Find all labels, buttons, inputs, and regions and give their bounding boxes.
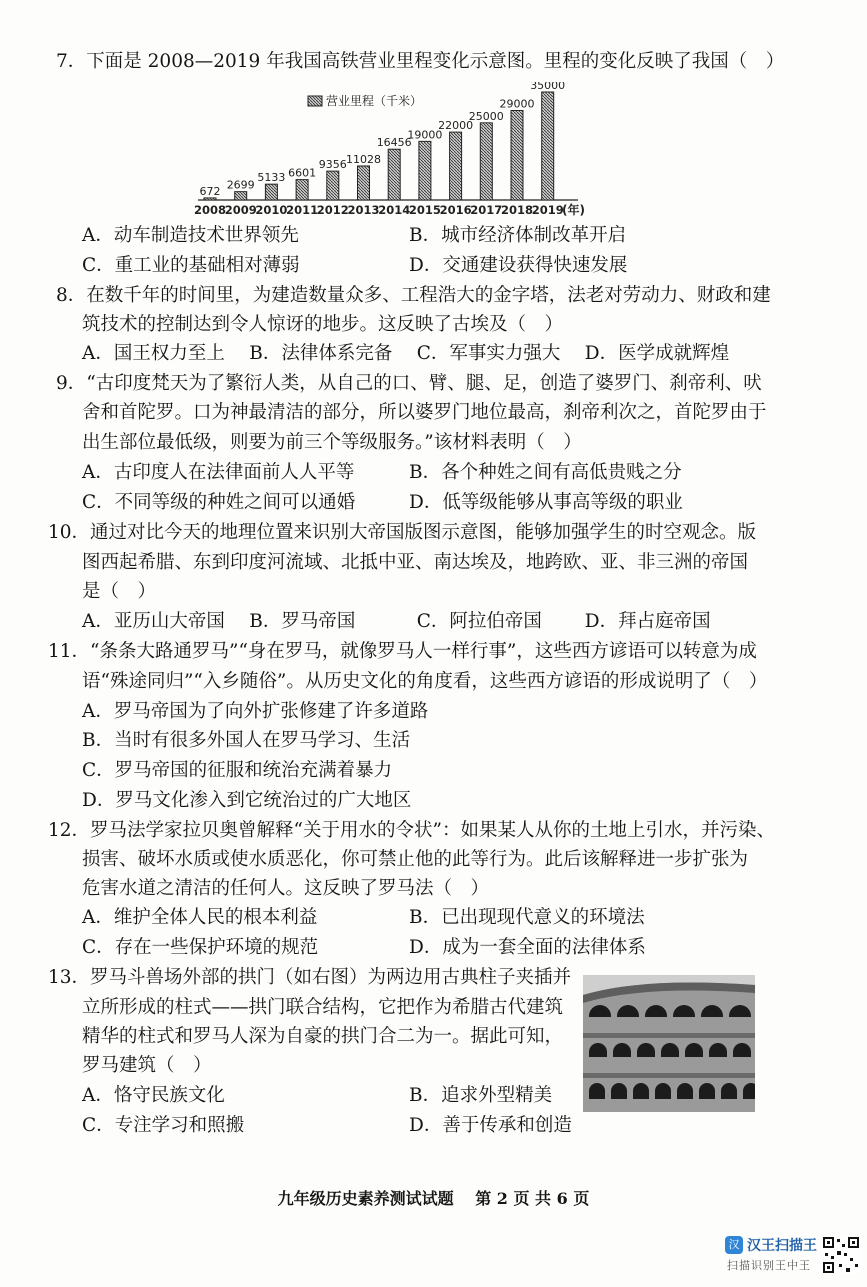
- q9-option-c: C．不同等级的种姓之间可以通婚: [82, 492, 356, 513]
- q13-line-1: 13．罗马斗兽场外部的拱门（如右图）为两边用古典柱子夹插并: [48, 967, 572, 988]
- bar-2014: [388, 149, 400, 200]
- q7-option-a: A．动车制造技术世界领先: [82, 225, 299, 246]
- q10-line-1: 10．通过对比今天的地理位置来识别大帝国版图示意图，能够加强学生的时空观念。版: [48, 522, 757, 543]
- value-label-2014: 16456: [376, 136, 412, 150]
- bar-2012: [327, 171, 339, 200]
- bar-2009: [235, 192, 247, 200]
- q10-line-3: 是（ ）: [82, 581, 157, 602]
- legend-swatch: [308, 96, 322, 106]
- x-tick-2008: 2008: [193, 203, 227, 217]
- value-label-2019: 35000: [530, 82, 566, 92]
- x-tick-2015: 2015: [408, 203, 441, 217]
- x-tick-2013: 2013: [347, 203, 380, 217]
- q13-line-3: 精华的柱式和罗马人深为自豪的拱门合二为一。据此可知，: [82, 1026, 564, 1047]
- q12-option-d: D．成为一套全面的法律体系: [409, 937, 646, 958]
- scanner-logo-icon: 汉: [725, 1236, 743, 1254]
- bar-2011: [296, 180, 308, 200]
- legend-label: 营业里程（千米）: [326, 94, 423, 108]
- value-label-2013: 11028: [346, 152, 381, 166]
- q10-line-2: 图西起希腊、东到印度河流域、北抵中亚、南达埃及，地跨欧、亚、非三洲的帝国: [82, 552, 749, 573]
- bar-2008: [204, 198, 216, 200]
- x-tick-2016: 2016: [439, 203, 472, 217]
- q8-line-1: 8．在数千年的时间里，为建造数量众多、工程浩大的金字塔，法老对劳动力、财政和建: [56, 285, 771, 306]
- bar-2017: [480, 123, 492, 200]
- q11-line-1: 11．“条条大路通罗马”“身在罗马，就像罗马人一样行事”，这些西方谚语可以转意为成: [48, 641, 757, 662]
- x-tick-2017: 2017: [470, 203, 503, 217]
- q12-option-b: B．已出现现代意义的环境法: [409, 907, 645, 928]
- q7-option-b: B．城市经济体制改革开启: [409, 225, 627, 246]
- bar-2016: [450, 132, 462, 200]
- x-tick-2010: 2010: [255, 203, 288, 217]
- q9-line-3: 出生部位最低级，则要为前三个等级服务。”该材料表明（ ）: [82, 432, 582, 453]
- x-tick-2018: 2018: [500, 203, 534, 217]
- q13-option-c: C．专注学习和照搬: [82, 1115, 245, 1136]
- q7-option-c: C．重工业的基础相对薄弱: [82, 255, 300, 276]
- q11-option-c: C．罗马帝国的征服和统治充满着暴力: [82, 760, 393, 781]
- rail-mileage-bar-chart: [190, 82, 610, 222]
- bar-2018: [511, 111, 523, 200]
- x-axis-unit: (年): [562, 203, 585, 217]
- q13-option-b: B．追求外型精美: [409, 1085, 553, 1106]
- q9-option-b: B．各个种姓之间有高低贵贱之分: [409, 462, 682, 483]
- q11-line-2: 语“殊途同归”“入乡随俗”。从历史文化的角度看，这些西方谚语的形成说明了（ ）: [82, 671, 768, 692]
- x-tick-2014: 2014: [378, 203, 411, 217]
- q12-line-3: 危害水道之清洁的任何人。这反映了罗马法（ ）: [82, 878, 490, 899]
- value-label-2009: 2699: [226, 178, 255, 192]
- colosseum-arch: [589, 1083, 605, 1099]
- watermark-slogan: 扫描识别王中王: [727, 1259, 811, 1272]
- q8-options: A．国王权力至上 B．法律体系完备 C．军事实力强大 D．医学成就辉煌: [82, 343, 730, 364]
- colosseum-photo: [583, 975, 755, 1112]
- q13-line-2: 立所形成的柱式——拱门联合结构，它把作为希腊古代建筑: [82, 997, 564, 1018]
- q12-option-a: A．维护全体人民的根本利益: [82, 907, 318, 928]
- chart-legend: [308, 93, 422, 108]
- q8-line-2: 筑技术的控制达到令人惊讶的地步。这反映了古埃及（ ）: [82, 314, 564, 335]
- q13-option-d: D．善于传承和创造: [409, 1115, 572, 1136]
- value-label-2012: 9356: [318, 158, 347, 172]
- bar-2015: [419, 141, 431, 200]
- q12-line-1: 12．罗马法学家拉贝奥曾解释“关于用水的令状”：如果某人从你的土地上引水，并污染、: [48, 820, 775, 841]
- value-label-2011: 6601: [288, 166, 317, 180]
- colosseum-arch: [633, 1083, 649, 1099]
- colosseum-arch: [677, 1083, 693, 1099]
- colosseum-arch: [721, 1083, 737, 1099]
- q9-option-a: A．古印度人在法律面前人人平等: [82, 462, 355, 483]
- q9-line-1: 9．“古印度梵天为了繁衍人类，从自己的口、臂、腿、足，创造了婆罗门、刹帝利、吠: [56, 373, 762, 394]
- q11-option-b: B．当时有很多外国人在罗马学习、生活: [82, 730, 411, 751]
- colosseum-arch: [699, 1083, 715, 1099]
- value-label-2010: 5133: [257, 171, 286, 185]
- q9-option-d: D．低等级能够从事高等级的职业: [409, 492, 683, 513]
- q13-option-a: A．恪守民族文化: [82, 1085, 225, 1106]
- watermark-app-name: 汉王扫描王: [747, 1238, 817, 1254]
- q12-line-2: 损害、破坏水质或使水质恶化，你可禁止他的此等行为。此后该解释进一步扩张为: [82, 849, 749, 870]
- q11-option-a: A．罗马帝国为了向外扩张修建了许多道路: [82, 701, 429, 722]
- q7-stem: 7．下面是 2008—2019 年我国高铁营业里程变化示意图。里程的变化反映了我国（ ）: [56, 51, 785, 72]
- q9-line-2: 舍和首陀罗。口为神最清洁的部分，所以婆罗门地位最高，刹帝利次之，首陀罗由于: [82, 402, 767, 423]
- x-tick-2009: 2009: [224, 203, 257, 217]
- value-label-2017: 25000: [468, 109, 504, 123]
- x-tick-2012: 2012: [316, 203, 349, 217]
- page-footer: 九年级历史素养测试试题 第 2 页 共 6 页: [277, 1189, 590, 1208]
- value-label-2015: 19000: [407, 128, 443, 142]
- colosseum-arch: [655, 1083, 671, 1099]
- x-tick-2011: 2011: [286, 203, 319, 217]
- bar-2010: [265, 184, 277, 200]
- x-tick-2019: 2019: [531, 203, 564, 217]
- bar-2013: [358, 166, 370, 200]
- scanner-watermark: [725, 1232, 819, 1276]
- bar-2019: [542, 92, 554, 200]
- q7-option-d: D．交通建设获得快速发展: [409, 255, 628, 276]
- q10-options: A．亚历山大帝国 B．罗马帝国 C．阿拉伯帝国 D．拜占庭帝国: [82, 611, 711, 632]
- qr-code-icon: [822, 1236, 860, 1274]
- q12-option-c: C．存在一些保护环境的规范: [82, 937, 319, 958]
- colosseum-arch: [611, 1083, 627, 1099]
- value-label-2008: 672: [199, 184, 221, 198]
- value-label-2018: 29000: [499, 97, 535, 111]
- value-label-2016: 22000: [438, 119, 474, 133]
- q11-option-d: D．罗马文化渗入到它统治过的广大地区: [82, 790, 412, 811]
- q13-line-4: 罗马建筑（ ）: [82, 1055, 212, 1076]
